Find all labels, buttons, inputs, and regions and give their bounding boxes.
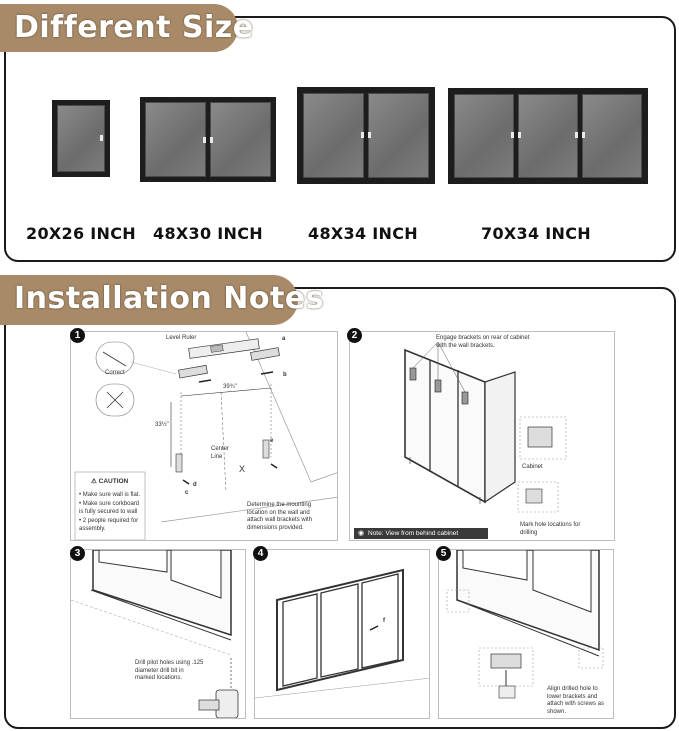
width-dimension: 39¾" <box>223 384 237 390</box>
install-section-title: Installation Notes <box>0 275 298 325</box>
size-label-48x34: 48X34 INCH <box>308 224 418 243</box>
step5-panel <box>438 549 614 719</box>
cabinet-48x34-image <box>297 87 435 184</box>
caution-item-3: • 2 people required for assembly. <box>79 518 139 532</box>
cabinet-label: Cabinet <box>522 464 543 470</box>
step3-drawing <box>71 550 246 719</box>
step1-note: Determine the mounting location on the wall and attach wall brackets with dimensions provided. <box>247 502 313 531</box>
step5-number: 5 <box>436 546 451 561</box>
step4-panel <box>254 549 430 719</box>
caution-title-text: CAUTION <box>98 478 129 485</box>
step3-number: 3 <box>70 546 85 561</box>
step4-drawing <box>255 550 430 719</box>
step2-engage-note: Engage brackets on rear of cabinet with the wall brackets. <box>436 335 530 349</box>
sizes-section-title: Different Size <box>0 4 238 52</box>
height-dimension: 33½" <box>155 422 169 428</box>
step3-panel <box>70 549 246 719</box>
caution-title <box>91 478 128 486</box>
caution-item-1: • Make sure wall is flat. <box>79 492 141 498</box>
cabinet-70x34-image <box>448 88 648 184</box>
caution-item-2: • Make sure corkboard is fully secured to wall <box>79 501 140 515</box>
cabinet-20x26-image <box>52 100 110 177</box>
step1-panel <box>70 331 338 541</box>
part-label-a: a <box>282 336 286 342</box>
cabinet-48x30-image <box>140 97 276 182</box>
size-label-70x34: 70X34 INCH <box>481 224 591 243</box>
step3-drill-note: Drill pilot holes using .125 diameter drill bit in marked locations. <box>135 660 204 681</box>
step2-view-note-bar <box>354 528 488 539</box>
center-line-label: Center Line <box>211 446 230 460</box>
size-label-20x26: 20X26 INCH <box>26 224 136 243</box>
step1-number: 1 <box>70 328 85 343</box>
x-mark-label: X <box>239 464 246 474</box>
part-label-b: b <box>283 372 287 378</box>
step2-panel <box>349 331 615 541</box>
part-label-d: d <box>193 482 197 488</box>
correct-label: Correct <box>105 370 125 376</box>
eye-icon: ◉ <box>358 530 365 537</box>
step2-view-note: Note: View from behind cabinet <box>368 530 459 537</box>
part-label-c: c <box>185 490 189 496</box>
part-label-e: e <box>270 438 274 444</box>
step2-drawing <box>350 332 615 541</box>
step5-align-note: Align drilled hole to lower brackets and attach with screws as shown. <box>547 686 605 715</box>
step4-number: 4 <box>253 546 268 561</box>
level-ruler-label: Level Ruler <box>166 335 197 341</box>
size-label-48x30: 48X30 INCH <box>153 224 263 243</box>
step2-number: 2 <box>347 328 362 343</box>
step4-part-label-f: f <box>383 618 385 624</box>
caution-icon: ⚠ <box>91 478 99 485</box>
step2-mark-note: Mark hole locations for drilling <box>520 522 581 536</box>
